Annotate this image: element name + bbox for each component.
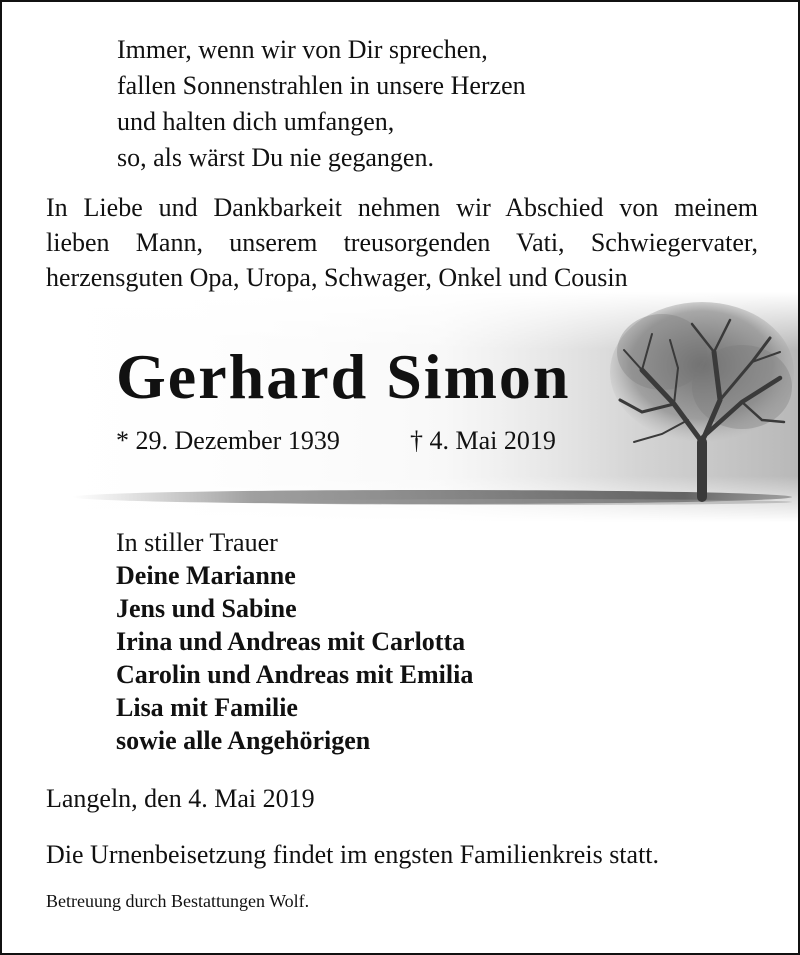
mourning-heading: In stiller Trauer xyxy=(116,528,278,557)
mourners-list xyxy=(116,526,473,757)
life-dates xyxy=(116,426,556,456)
poem-line: Immer, wenn wir von Dir sprechen, xyxy=(117,35,488,64)
mourner-name: Carolin und Andreas mit Emilia xyxy=(116,660,474,689)
poem-line: und halten dich umfangen, xyxy=(117,107,395,136)
poem-line: so, als wärst Du nie gegangen. xyxy=(117,143,434,172)
deceased-name: Gerhard Simon xyxy=(116,341,571,412)
mourner-name: Irina und Andreas mit Carlotta xyxy=(116,627,466,656)
death-date: † 4. Mai 2019 xyxy=(410,426,556,455)
intro-text xyxy=(46,190,758,295)
funeral-home-credit: Betreuung durch Bestattungen Wolf. xyxy=(46,891,310,911)
birth-date: * 29. Dezember 1939 xyxy=(116,426,340,455)
poem xyxy=(117,32,526,176)
poem-line: fallen Sonnenstrahlen in unsere Herzen xyxy=(117,71,526,100)
intro-line: herzensguten Opa, Uropa, Schwager, Onkel und Cousin xyxy=(46,263,628,292)
burial-note: Die Urnenbeisetzung findet im engsten Familienkreis statt. xyxy=(46,840,660,869)
place-date: Langeln, den 4. Mai 2019 xyxy=(46,784,315,813)
mourner-name: Lisa mit Familie xyxy=(116,693,298,722)
intro-line: lieben Mann, unserem treusorgenden Vati, Schwiegervater, xyxy=(46,228,758,257)
mourner-name: Jens und Sabine xyxy=(116,594,297,623)
intro-line: In Liebe und Dankbarkeit nehmen wir Abschied von meinem xyxy=(46,193,758,222)
mourner-name: Deine Marianne xyxy=(116,561,296,590)
mourner-name: sowie alle Angehörigen xyxy=(116,726,371,755)
